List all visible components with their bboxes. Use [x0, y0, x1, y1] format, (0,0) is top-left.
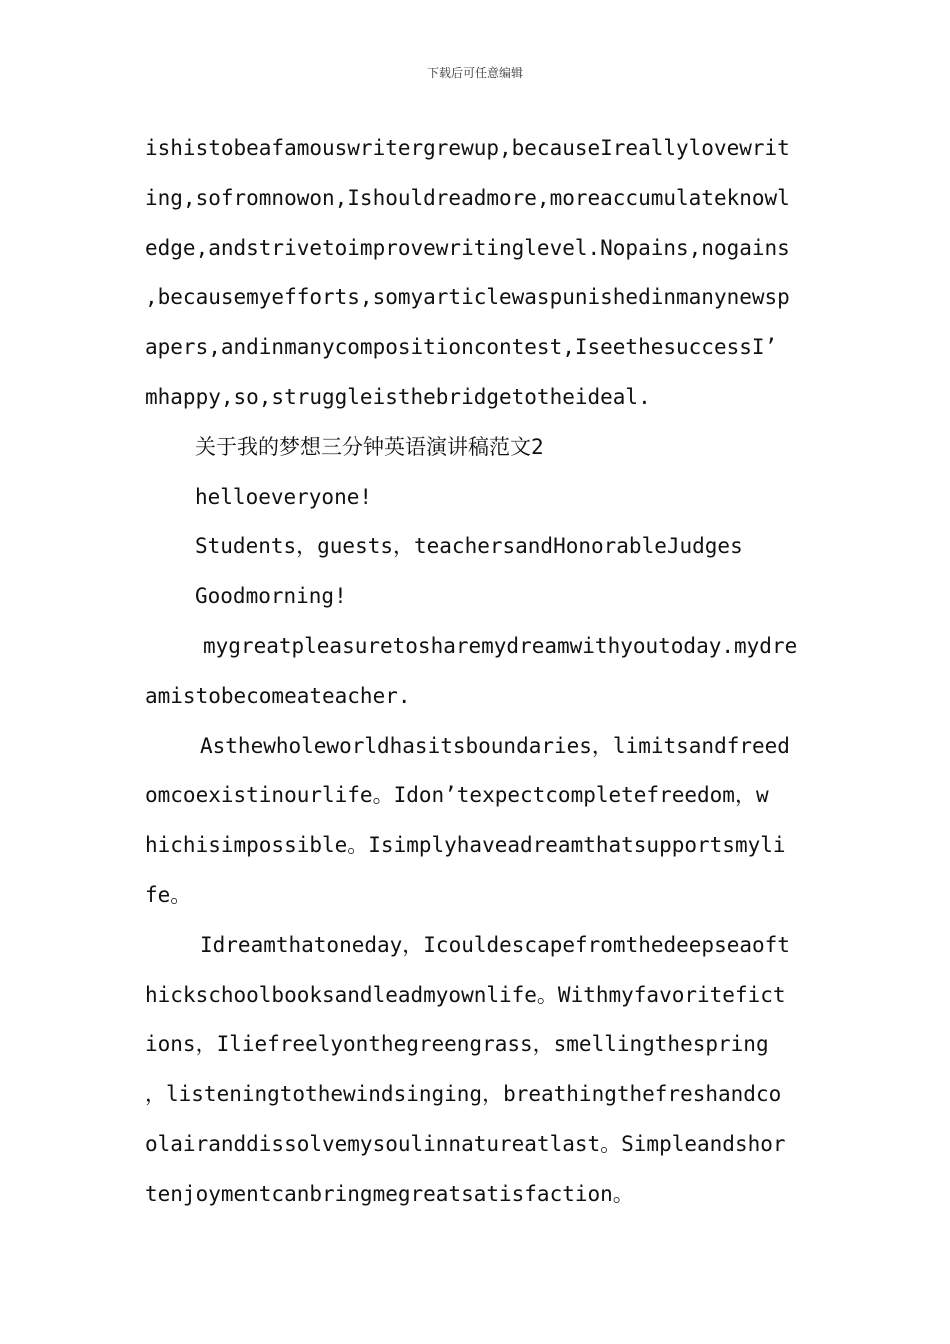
text-line: mhappy,so,struggleisthebridgetotheideal. — [145, 384, 651, 409]
page-header: 下载后可任意编辑 — [426, 66, 523, 80]
text-line: ions，Iliefreelyonthegreengrass，smellingthespring — [145, 1032, 769, 1057]
text-line: ing,sofromnowon,Ishouldreadmore,moreaccumulateknowl — [145, 185, 790, 210]
text-line: fe。 — [145, 882, 192, 907]
text-line: hickschoolbooksandleadmyownlife。Withmyfavoritefict — [145, 982, 786, 1007]
text-line: hichisimpossible。Isimplyhaveadreamthatsupportsmyli — [145, 833, 786, 858]
greeting-line: Goodmorning! — [195, 584, 347, 609]
text-line: omcoexistinourlife。Idon’texpectcompletefreedom，w — [145, 783, 769, 808]
text-line: ishistobeafamouswritergrewup,becauseIreallylovewrit — [145, 136, 790, 160]
document-body — [145, 124, 815, 1220]
greeting-line: Students，guests，teachersandHonorableJudges — [195, 534, 743, 559]
text-line: Asthewholeworldhasitsboundaries，limitsandfreed — [200, 733, 790, 758]
text-line: Idreamthatoneday，Icouldescapefromthedeepseaoft — [200, 932, 790, 957]
greeting-line: helloeveryone! — [195, 484, 373, 509]
text-line: mygreatpleasuretosharemydreamwithyoutoday.mydre — [203, 633, 798, 658]
text-line: tenjoymentcanbringmegreatsatisfaction。 — [145, 1181, 634, 1206]
text-line: amistobecomeateacher. — [145, 683, 411, 708]
text-line: olairanddissolvemysoulinnatureatlast。Simpleandshor — [145, 1131, 786, 1156]
text-line: apers,andinmanycompositioncontest,IseethesuccessI’ — [145, 335, 778, 360]
text-line: ，listeningtothewindsinging，breathingthefreshandco — [145, 1082, 782, 1107]
text-line: ,becausemyefforts,somyarticlewaspunishedinmanynewsp — [145, 285, 790, 310]
text-line: edge,andstrivetoimprovewritinglevel.Nopains,nogains — [145, 235, 790, 260]
section-heading: 关于我的梦想三分钟英语演讲稿范文2 — [195, 434, 544, 459]
